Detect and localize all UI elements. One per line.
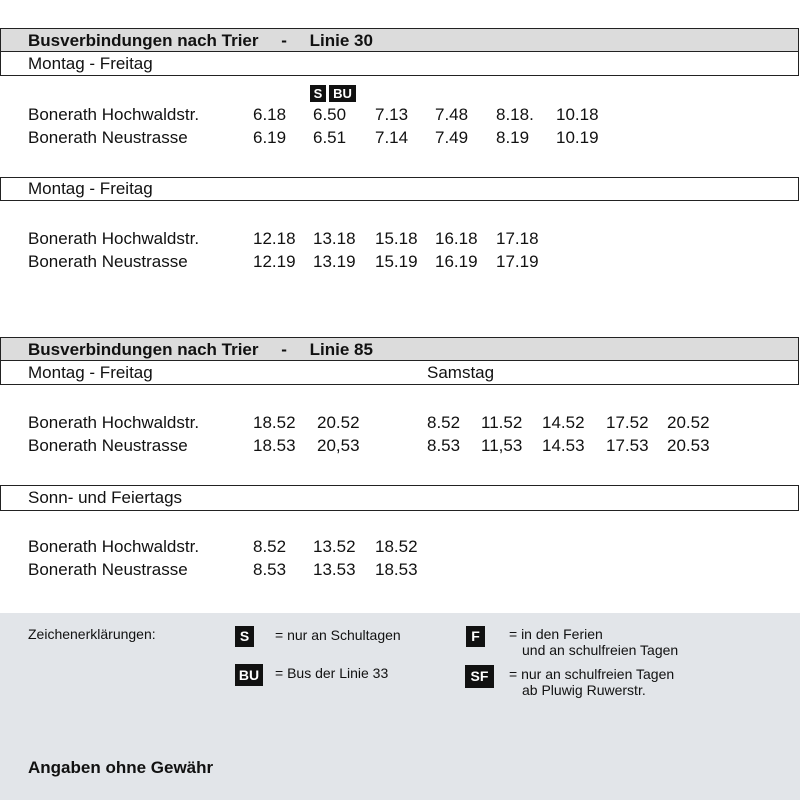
line85-block1-row-2 — [0, 435, 800, 457]
legend-badge-bu: BU — [235, 664, 263, 686]
departure-time: 18.52 — [253, 413, 296, 432]
legend-badge-sf: SF — [465, 665, 494, 688]
stop-name: Bonerath Neustrasse — [28, 128, 188, 147]
departure-time: 7.48 — [435, 105, 469, 124]
departure-time: 18.52 — [375, 537, 418, 556]
departure-time-saturday: 11.52 — [481, 413, 523, 432]
departure-time: 17.18 — [496, 229, 539, 248]
departure-time-saturday: 17.53 — [606, 436, 649, 455]
departure-time: 16.19 — [435, 252, 478, 271]
legend-text-f-1: = in den Ferien — [509, 626, 603, 642]
departure-time: 13.52 — [313, 537, 356, 556]
line85-block2-row-2 — [0, 559, 800, 581]
departure-time-saturday: 17.52 — [606, 413, 649, 432]
departure-time: 12.18 — [253, 229, 296, 248]
line85-block1-day-header — [0, 360, 799, 385]
stop-name: Bonerath Neustrasse — [28, 560, 188, 579]
legend-badge-f: F — [466, 626, 485, 647]
departure-time: 15.18 — [375, 229, 418, 248]
legend-text-sf-1: = nur an schulfreien Tagen — [509, 666, 675, 682]
departure-time: 6.50 — [313, 105, 347, 124]
departure-time: 8.53 — [253, 560, 287, 579]
departure-time: 6.19 — [253, 128, 287, 147]
departure-time-saturday: 8.53 — [427, 436, 461, 455]
line30-block1-row-2 — [0, 127, 800, 149]
line30-block1-row-1 — [0, 104, 800, 126]
stop-name: Bonerath Hochwaldstr. — [28, 105, 200, 124]
departure-time: 18.53 — [375, 560, 418, 579]
stop-name: Bonerath Neustrasse — [28, 436, 188, 455]
legend-badge-s: S — [235, 626, 254, 647]
day-label: Sonn- und Feiertags — [28, 488, 183, 507]
departure-time: 8.52 — [253, 537, 287, 556]
departure-time: 13.53 — [313, 560, 356, 579]
line85-block1-row-1 — [0, 412, 800, 434]
departure-time-saturday: 20.53 — [667, 436, 710, 455]
departure-time: 10.19 — [556, 128, 599, 147]
legend-text-bu: = Bus der Linie 33 — [275, 665, 389, 681]
departure-time: 20,53 — [317, 436, 360, 455]
departure-time: 13.19 — [313, 252, 356, 271]
departure-time: 13.18 — [313, 229, 356, 248]
stop-name: Bonerath Hochwaldstr. — [28, 537, 200, 556]
departure-time: 15.19 — [375, 252, 418, 271]
disclaimer: Angaben ohne Gewähr — [28, 758, 214, 777]
departure-time-saturday: 14.53 — [542, 436, 585, 455]
departure-time: 6.18 — [253, 105, 287, 124]
line85-dash: - — [281, 340, 287, 359]
line85-block2-day-header — [0, 485, 799, 511]
departure-time-saturday: 8.52 — [427, 413, 461, 432]
day-label: Montag - Freitag — [28, 179, 153, 198]
departure-time-saturday: 20.52 — [667, 413, 710, 432]
departure-time: 18.53 — [253, 436, 296, 455]
line85-line-label: Linie 85 — [309, 340, 373, 359]
day-label: Montag - Freitag — [28, 363, 153, 382]
line30-block2-row-2 — [0, 251, 800, 273]
departure-time: 7.49 — [435, 128, 469, 147]
departure-time: 12.19 — [253, 252, 296, 271]
day-label: Montag - Freitag — [28, 54, 153, 73]
line85-title: Busverbindungen nach Trier — [28, 340, 259, 359]
line30-header — [0, 28, 799, 52]
departure-time: 10.18 — [556, 105, 599, 124]
departure-time: 20.52 — [317, 413, 360, 432]
line85-header — [0, 337, 799, 361]
legend-text-s: = nur an Schultagen — [275, 627, 401, 643]
line30-block2-row-1 — [0, 228, 800, 250]
departure-time: 6.51 — [313, 128, 347, 147]
legend-text-sf-2: ab Pluwig Ruwerstr. — [522, 682, 646, 698]
stop-name: Bonerath Neustrasse — [28, 252, 188, 271]
legend-text-f-2: und an schulfreien Tagen — [522, 642, 679, 658]
line30-line-label: Linie 30 — [309, 31, 373, 50]
departure-time: 8.19 — [496, 128, 530, 147]
day-label-saturday: Samstag — [427, 363, 495, 382]
badge-bu: BU — [329, 85, 356, 102]
departure-time: 8.18. — [496, 105, 534, 124]
departure-time: 7.13 — [375, 105, 409, 124]
line30-title: Busverbindungen nach Trier — [28, 31, 259, 50]
stop-name: Bonerath Hochwaldstr. — [28, 413, 200, 432]
departure-time: 16.18 — [435, 229, 478, 248]
departure-time: 7.14 — [375, 128, 409, 147]
departure-time-saturday: 14.52 — [542, 413, 585, 432]
badge-s: S — [310, 85, 326, 102]
line30-block2-day-header — [0, 177, 799, 201]
stop-name: Bonerath Hochwaldstr. — [28, 229, 200, 248]
departure-time: 17.19 — [496, 252, 539, 271]
line85-block2-row-1 — [0, 536, 800, 558]
departure-time-saturday: 11,53 — [481, 436, 523, 455]
line30-block1-day-header — [0, 51, 799, 76]
line30-dash: - — [281, 31, 287, 50]
legend-heading: Zeichenerklärungen: — [28, 626, 156, 642]
